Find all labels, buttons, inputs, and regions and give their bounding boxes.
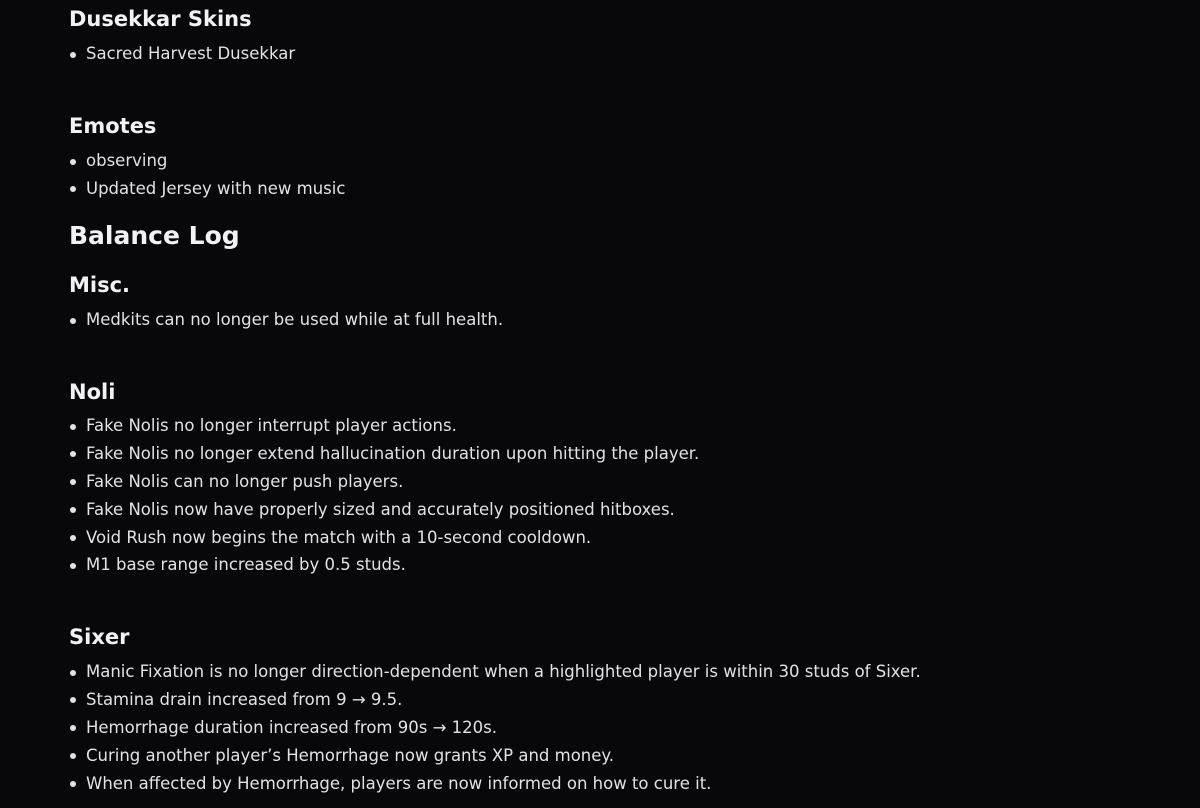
section-heading-misc: Misc. [69,273,131,297]
dusekkar-skins-list [69,40,295,68]
balance-log-title: Balance Log [69,221,240,250]
list-item-text: Curing another player’s Hemorrhage now grants XP and money. [86,745,615,765]
misc-list [69,306,503,334]
list-item-text: Fake Nolis no longer extend hallucination duration upon hitting the player. [86,443,700,463]
bullet-icon [70,424,76,430]
list-item [69,524,699,552]
bullet-icon [70,670,76,676]
sixer-list [69,658,921,797]
list-item-text: Stamina drain increased from 9 → 9.5. [86,689,403,709]
list-item-text: Fake Nolis can no longer push players. [86,471,404,491]
section-heading-sixer: Sixer [69,625,130,649]
list-item-text: Void Rush now begins the match with a 10-second cooldown. [86,527,592,547]
bullet-icon [70,451,76,457]
list-item [69,714,921,742]
bullet-icon [70,535,76,541]
list-item-text: Fake Nolis no longer interrupt player actions. [86,416,457,435]
list-item-text: When affected by Hemorrhage, players are now informed on how to cure it. [86,773,712,793]
list-item [69,686,921,714]
list-item-text: Fake Nolis now have properly sized and accurately positioned hitboxes. [86,499,675,519]
list-item-text: Medkits can no longer be used while at full health. [86,310,504,329]
section-heading-noli: Noli [69,380,116,404]
list-item [69,147,345,175]
list-item-text: M1 base range increased by 0.5 studs. [86,555,406,575]
section-heading-dusekkar-skins: Dusekkar Skins [69,7,252,31]
list-item-text: Sacred Harvest Dusekkar [86,44,296,63]
list-item [69,412,699,440]
bullet-icon [70,781,76,787]
section-heading-emotes: Emotes [69,114,157,138]
bullet-icon [70,697,76,703]
list-item [69,770,921,798]
bullet-icon [70,563,76,569]
list-item-text: Hemorrhage duration increased from 90s → 120s. [86,717,497,737]
list-item-text: Updated Jersey with new music [86,178,346,198]
bullet-icon [70,318,76,324]
list-item-text: Manic Fixation is no longer direction-dependent when a highlighted player is within 30 studs of Sixer. [86,662,921,681]
noli-list [69,412,699,579]
list-item [69,306,503,334]
bullet-icon [70,159,76,165]
bullet-icon [70,186,76,192]
list-item [69,496,699,524]
list-item [69,175,345,203]
bullet-icon [70,753,76,759]
list-item [69,658,921,686]
list-item-text: observing [86,151,168,170]
bullet-icon [70,725,76,731]
list-item [69,551,699,579]
list-item [69,742,921,770]
list-item [69,40,295,68]
bullet-icon [70,507,76,513]
bullet-icon [70,479,76,485]
list-item [69,440,699,468]
list-item [69,468,699,496]
emotes-list [69,147,345,203]
bullet-icon [70,52,76,58]
